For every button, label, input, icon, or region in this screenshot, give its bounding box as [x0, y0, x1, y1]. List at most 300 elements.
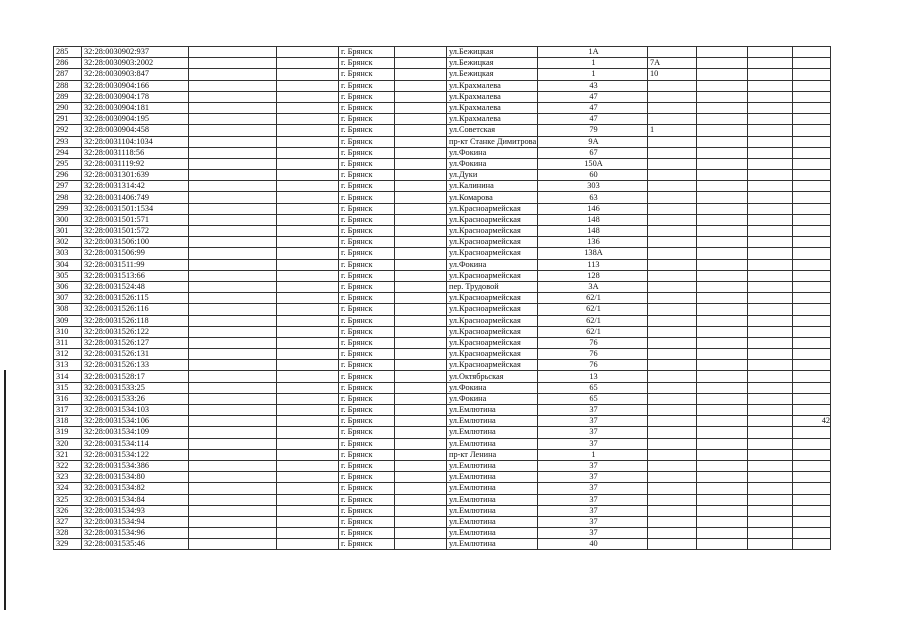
empty-cell [697, 226, 748, 237]
row-number-cell: 315 [54, 382, 82, 393]
house-number-cell: 37 [538, 516, 648, 527]
street-cell: ул.Бежицкая [447, 69, 538, 80]
empty-cell [697, 47, 748, 58]
empty-cell [697, 259, 748, 270]
empty-cell [748, 80, 793, 91]
empty-cell [748, 405, 793, 416]
value-cell [793, 125, 831, 136]
city-cell: г. Брянск [339, 181, 395, 192]
building-cell [648, 516, 697, 527]
empty-cell [189, 91, 277, 102]
table-row [54, 438, 831, 449]
cadastral-number-cell: 32:28:0030903:847 [82, 69, 189, 80]
cadastral-number-cell: 32:28:0031534:106 [82, 416, 189, 427]
empty-cell [189, 47, 277, 58]
empty-cell [395, 427, 447, 438]
empty-cell [189, 438, 277, 449]
city-cell: г. Брянск [339, 315, 395, 326]
building-cell [648, 427, 697, 438]
empty-cell [277, 58, 339, 69]
empty-cell [189, 349, 277, 360]
building-cell [648, 192, 697, 203]
city-cell: г. Брянск [339, 58, 395, 69]
cadastral-number-cell: 32:28:0031506:100 [82, 237, 189, 248]
cadastral-number-cell: 32:28:0031535:46 [82, 539, 189, 550]
building-cell [648, 337, 697, 348]
row-number-cell: 303 [54, 248, 82, 259]
street-cell: ул.Красноармейская [447, 360, 538, 371]
value-cell [793, 449, 831, 460]
row-number-cell: 307 [54, 293, 82, 304]
empty-cell [395, 158, 447, 169]
empty-cell [748, 293, 793, 304]
empty-cell [277, 281, 339, 292]
city-cell: г. Брянск [339, 158, 395, 169]
empty-cell [189, 483, 277, 494]
street-cell: ул.Емлютина [447, 460, 538, 471]
empty-cell [395, 382, 447, 393]
empty-cell [697, 460, 748, 471]
street-cell: ул.Красноармейская [447, 214, 538, 225]
empty-cell [697, 337, 748, 348]
street-cell: ул.Дуки [447, 170, 538, 181]
row-number-cell: 299 [54, 203, 82, 214]
city-cell: г. Брянск [339, 102, 395, 113]
value-cell [793, 69, 831, 80]
street-cell: ул.Фокина [447, 382, 538, 393]
empty-cell [748, 125, 793, 136]
cadastral-number-cell: 32:28:0031533:26 [82, 393, 189, 404]
city-cell: г. Брянск [339, 114, 395, 125]
empty-cell [395, 226, 447, 237]
empty-cell [189, 226, 277, 237]
house-number-cell: 43 [538, 80, 648, 91]
street-cell: ул.Красноармейская [447, 315, 538, 326]
cadastral-number-cell: 32:28:0031506:99 [82, 248, 189, 259]
empty-cell [748, 226, 793, 237]
empty-cell [697, 349, 748, 360]
empty-cell [697, 494, 748, 505]
building-cell [648, 281, 697, 292]
street-cell: ул.Емлютина [447, 427, 538, 438]
house-number-cell: 1 [538, 58, 648, 69]
empty-cell [277, 315, 339, 326]
city-cell: г. Брянск [339, 192, 395, 203]
cadastral-number-cell: 32:28:0031534:386 [82, 460, 189, 471]
house-number-cell: 62/1 [538, 293, 648, 304]
empty-cell [277, 427, 339, 438]
value-cell [793, 337, 831, 348]
street-cell: ул.Емлютина [447, 505, 538, 516]
empty-cell [395, 259, 447, 270]
value-cell [793, 483, 831, 494]
empty-cell [748, 360, 793, 371]
building-cell [648, 237, 697, 248]
empty-cell [697, 125, 748, 136]
row-number-cell: 314 [54, 371, 82, 382]
building-cell [648, 360, 697, 371]
cadastral-number-cell: 32:28:0030904:166 [82, 80, 189, 91]
city-cell: г. Брянск [339, 214, 395, 225]
empty-cell [395, 494, 447, 505]
street-cell: ул.Крахмалева [447, 80, 538, 91]
row-number-cell: 285 [54, 47, 82, 58]
row-number-cell: 286 [54, 58, 82, 69]
table-row [54, 483, 831, 494]
row-number-cell: 323 [54, 472, 82, 483]
street-cell: ул.Крахмалева [447, 102, 538, 113]
table-row [54, 192, 831, 203]
table-row [54, 114, 831, 125]
city-cell: г. Брянск [339, 337, 395, 348]
house-number-cell: 47 [538, 114, 648, 125]
house-number-cell: 128 [538, 270, 648, 281]
city-cell: г. Брянск [339, 326, 395, 337]
empty-cell [748, 91, 793, 102]
cadastral-number-cell: 32:28:0030904:458 [82, 125, 189, 136]
empty-cell [748, 270, 793, 281]
cadastral-number-cell: 32:28:0031501:1534 [82, 203, 189, 214]
building-cell [648, 136, 697, 147]
empty-cell [697, 91, 748, 102]
empty-cell [277, 158, 339, 169]
city-cell: г. Брянск [339, 237, 395, 248]
city-cell: г. Брянск [339, 259, 395, 270]
empty-cell [748, 315, 793, 326]
city-cell: г. Брянск [339, 416, 395, 427]
table-row [54, 47, 831, 58]
empty-cell [277, 91, 339, 102]
building-cell [648, 483, 697, 494]
empty-cell [697, 181, 748, 192]
empty-cell [189, 214, 277, 225]
value-cell [793, 259, 831, 270]
building-cell [648, 304, 697, 315]
value-cell [793, 80, 831, 91]
house-number-cell: 37 [538, 494, 648, 505]
row-number-cell: 326 [54, 505, 82, 516]
row-number-cell: 321 [54, 449, 82, 460]
building-cell: 7А [648, 58, 697, 69]
value-cell [793, 58, 831, 69]
house-number-cell: 150А [538, 158, 648, 169]
street-cell: ул.Красноармейская [447, 270, 538, 281]
empty-cell [697, 393, 748, 404]
value-cell [793, 114, 831, 125]
value-cell [793, 281, 831, 292]
empty-cell [697, 69, 748, 80]
empty-cell [277, 326, 339, 337]
table-row [54, 58, 831, 69]
house-number-cell: 37 [538, 528, 648, 539]
empty-cell [697, 449, 748, 460]
house-number-cell: 146 [538, 203, 648, 214]
empty-cell [277, 203, 339, 214]
empty-cell [277, 349, 339, 360]
city-cell: г. Брянск [339, 360, 395, 371]
cadastral-number-cell: 32:28:0031526:118 [82, 315, 189, 326]
table-row [54, 125, 831, 136]
value-cell [793, 237, 831, 248]
empty-cell [189, 259, 277, 270]
cadastral-number-cell: 32:28:0031534:84 [82, 494, 189, 505]
empty-cell [277, 449, 339, 460]
building-cell [648, 102, 697, 113]
city-cell: г. Брянск [339, 125, 395, 136]
row-number-cell: 316 [54, 393, 82, 404]
empty-cell [697, 505, 748, 516]
city-cell: г. Брянск [339, 226, 395, 237]
empty-cell [697, 80, 748, 91]
street-cell: ул.Емлютина [447, 405, 538, 416]
empty-cell [395, 80, 447, 91]
value-cell [793, 203, 831, 214]
row-number-cell: 298 [54, 192, 82, 203]
building-cell [648, 91, 697, 102]
building-cell [648, 170, 697, 181]
empty-cell [748, 460, 793, 471]
city-cell: г. Брянск [339, 136, 395, 147]
street-cell: ул.Фокина [447, 259, 538, 270]
empty-cell [395, 416, 447, 427]
empty-cell [748, 371, 793, 382]
house-number-cell: 138А [538, 248, 648, 259]
table-row [54, 516, 831, 527]
empty-cell [277, 293, 339, 304]
empty-cell [189, 416, 277, 427]
house-number-cell: 136 [538, 237, 648, 248]
table-row [54, 237, 831, 248]
cadastral-number-cell: 32:28:0030903:2002 [82, 58, 189, 69]
empty-cell [189, 337, 277, 348]
empty-cell [395, 472, 447, 483]
city-cell: г. Брянск [339, 371, 395, 382]
cadastral-number-cell: 32:28:0031526:115 [82, 293, 189, 304]
empty-cell [395, 483, 447, 494]
building-cell [648, 147, 697, 158]
empty-cell [748, 58, 793, 69]
empty-cell [748, 47, 793, 58]
building-cell [648, 270, 697, 281]
empty-cell [395, 371, 447, 382]
cadastral-number-cell: 32:28:0031534:93 [82, 505, 189, 516]
building-cell [648, 416, 697, 427]
empty-cell [277, 516, 339, 527]
table-row [54, 393, 831, 404]
empty-cell [277, 304, 339, 315]
row-number-cell: 300 [54, 214, 82, 225]
building-cell [648, 393, 697, 404]
empty-cell [697, 147, 748, 158]
value-cell [793, 382, 831, 393]
empty-cell [395, 326, 447, 337]
street-cell: ул.Емлютина [447, 416, 538, 427]
row-number-cell: 322 [54, 460, 82, 471]
table-row [54, 136, 831, 147]
value-cell [793, 438, 831, 449]
empty-cell [748, 214, 793, 225]
empty-cell [395, 393, 447, 404]
table-row [54, 170, 831, 181]
street-cell: ул.Емлютина [447, 528, 538, 539]
empty-cell [748, 203, 793, 214]
empty-cell [748, 505, 793, 516]
street-cell: ул.Емлютина [447, 494, 538, 505]
city-cell: г. Брянск [339, 438, 395, 449]
table-row [54, 472, 831, 483]
empty-cell [277, 460, 339, 471]
row-number-cell: 319 [54, 427, 82, 438]
building-cell: 10 [648, 69, 697, 80]
row-number-cell: 305 [54, 270, 82, 281]
house-number-cell: 60 [538, 170, 648, 181]
house-number-cell: 1 [538, 69, 648, 80]
city-cell: г. Брянск [339, 69, 395, 80]
city-cell: г. Брянск [339, 47, 395, 58]
value-cell [793, 349, 831, 360]
city-cell: г. Брянск [339, 80, 395, 91]
street-cell: ул.Емлютина [447, 516, 538, 527]
empty-cell [277, 405, 339, 416]
street-cell: ул.Красноармейская [447, 203, 538, 214]
city-cell: г. Брянск [339, 248, 395, 259]
cadastral-number-cell: 32:28:0031534:109 [82, 427, 189, 438]
value-cell [793, 47, 831, 58]
value-cell [793, 91, 831, 102]
row-number-cell: 290 [54, 102, 82, 113]
empty-cell [748, 259, 793, 270]
empty-cell [189, 69, 277, 80]
empty-cell [277, 226, 339, 237]
cadastral-number-cell: 32:28:0031533:25 [82, 382, 189, 393]
value-cell [793, 192, 831, 203]
cadastral-number-cell: 32:28:0030904:181 [82, 102, 189, 113]
table-row [54, 293, 831, 304]
house-number-cell: 3А [538, 281, 648, 292]
empty-cell [697, 304, 748, 315]
empty-cell [697, 371, 748, 382]
value-cell [793, 214, 831, 225]
building-cell [648, 181, 697, 192]
empty-cell [277, 147, 339, 158]
street-cell: ул.Комарова [447, 192, 538, 203]
empty-cell [189, 472, 277, 483]
empty-cell [395, 405, 447, 416]
house-number-cell: 67 [538, 147, 648, 158]
table-row [54, 360, 831, 371]
house-number-cell: 37 [538, 416, 648, 427]
empty-cell [748, 539, 793, 550]
street-cell: ул.Фокина [447, 158, 538, 169]
row-number-cell: 295 [54, 158, 82, 169]
empty-cell [697, 270, 748, 281]
street-cell: ул.Бежицкая [447, 47, 538, 58]
value-cell [793, 472, 831, 483]
empty-cell [277, 337, 339, 348]
empty-cell [748, 158, 793, 169]
empty-cell [189, 360, 277, 371]
empty-cell [697, 472, 748, 483]
empty-cell [189, 304, 277, 315]
value-cell [793, 326, 831, 337]
empty-cell [748, 304, 793, 315]
building-cell [648, 494, 697, 505]
city-cell: г. Брянск [339, 304, 395, 315]
city-cell: г. Брянск [339, 539, 395, 550]
empty-cell [697, 516, 748, 527]
empty-cell [748, 147, 793, 158]
house-number-cell: 148 [538, 214, 648, 225]
empty-cell [189, 125, 277, 136]
street-cell: ул.Красноармейская [447, 226, 538, 237]
cadastral-number-cell: 32:28:0031511:99 [82, 259, 189, 270]
row-number-cell: 328 [54, 528, 82, 539]
city-cell: г. Брянск [339, 505, 395, 516]
city-cell: г. Брянск [339, 460, 395, 471]
cadastral-number-cell: 32:28:0031526:133 [82, 360, 189, 371]
street-cell: ул.Емлютина [447, 472, 538, 483]
empty-cell [277, 528, 339, 539]
city-cell: г. Брянск [339, 270, 395, 281]
row-number-cell: 296 [54, 170, 82, 181]
cadastral-number-cell: 32:28:0031119:92 [82, 158, 189, 169]
building-cell [648, 114, 697, 125]
empty-cell [395, 91, 447, 102]
empty-cell [748, 349, 793, 360]
empty-cell [748, 170, 793, 181]
cadastral-number-cell: 32:28:0031534:114 [82, 438, 189, 449]
house-number-cell: 37 [538, 460, 648, 471]
value-cell [793, 181, 831, 192]
empty-cell [748, 382, 793, 393]
table-row [54, 427, 831, 438]
building-cell [648, 80, 697, 91]
empty-cell [189, 170, 277, 181]
house-number-cell: 76 [538, 337, 648, 348]
house-number-cell: 37 [538, 438, 648, 449]
empty-cell [395, 214, 447, 225]
empty-cell [395, 136, 447, 147]
empty-cell [697, 136, 748, 147]
street-cell: ул.Фокина [447, 393, 538, 404]
row-number-cell: 327 [54, 516, 82, 527]
house-number-cell: 62/1 [538, 326, 648, 337]
empty-cell [395, 203, 447, 214]
cadastral-number-cell: 32:28:0031104:1034 [82, 136, 189, 147]
empty-cell [395, 528, 447, 539]
value-cell [793, 393, 831, 404]
table-row [54, 203, 831, 214]
empty-cell [697, 528, 748, 539]
empty-cell [189, 248, 277, 259]
empty-cell [189, 494, 277, 505]
empty-cell [697, 416, 748, 427]
empty-cell [748, 438, 793, 449]
empty-cell [189, 102, 277, 113]
row-number-cell: 306 [54, 281, 82, 292]
cadastral-number-cell: 32:28:0031534:103 [82, 405, 189, 416]
row-number-cell: 293 [54, 136, 82, 147]
cadastral-number-cell: 32:28:0030902:937 [82, 47, 189, 58]
table-row [54, 382, 831, 393]
empty-cell [395, 539, 447, 550]
table-row [54, 259, 831, 270]
empty-cell [395, 170, 447, 181]
empty-cell [277, 360, 339, 371]
empty-cell [277, 494, 339, 505]
street-cell: ул.Фокина [447, 147, 538, 158]
value-cell [793, 170, 831, 181]
